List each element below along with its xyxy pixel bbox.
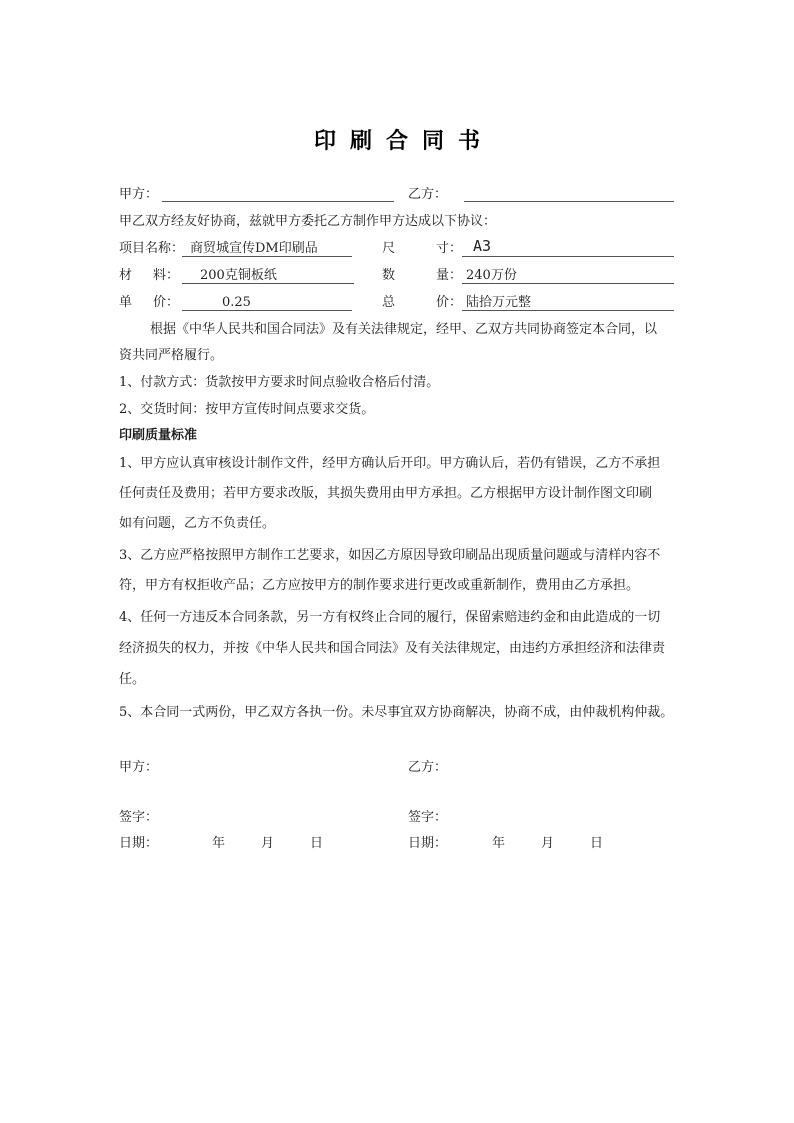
quality-clause-1-line-1: 1、甲方应认真审核设计制作文件，经甲方确认后开印。甲方确认后，若仍有错误，乙方不承担 bbox=[119, 456, 661, 471]
signature-b-day: 日 bbox=[590, 836, 604, 851]
signature-b-date-label: 日期： bbox=[408, 836, 448, 851]
unit-price-value: 0.25 bbox=[222, 295, 251, 310]
clause-delivery: 2、交货时间：按甲方宣传时间点要求交货。 bbox=[119, 402, 375, 417]
clause-payment: 1、付款方式：货款按甲方要求时间点验收合格后付清。 bbox=[119, 375, 440, 390]
party-a-label: 甲方： bbox=[119, 187, 159, 202]
preamble-line-1: 根据《中华人民共和国合同法》及有关法律规定，经甲、乙双方共同协商签定本合同，以 bbox=[150, 322, 658, 337]
project-name-underline bbox=[182, 256, 352, 257]
quality-heading: 印刷质量标准 bbox=[119, 428, 198, 443]
signature-a-day: 日 bbox=[310, 836, 324, 851]
size-value: A3 bbox=[473, 237, 492, 255]
intro-text: 甲乙双方经友好协商，兹就甲方委托乙方制作甲方达成以下协议： bbox=[119, 214, 497, 229]
project-name-label: 项目名称： bbox=[119, 241, 185, 256]
signature-a-year: 年 bbox=[212, 836, 226, 851]
quality-clause-5-line-1: 5、本合同一式两份，甲乙双方各执一份。未尽事宜双方协商解决，协商不成，由仲裁机构仲裁。 bbox=[119, 705, 674, 720]
unit-price-underline bbox=[182, 310, 352, 311]
quality-clause-3-line-2: 符，甲方有权拒收产品；乙方应按甲方的制作要求进行更改或重新制作，费用由乙方承担。 bbox=[119, 578, 640, 593]
quality-clause-4-line-3: 任。 bbox=[119, 672, 146, 687]
quality-clause-3-line-1: 3、乙方应严格按照甲方制作工艺要求，如因乙方原因导致印刷品出现质量问题或与清样内容不 bbox=[119, 548, 661, 563]
quantity-label-2: 量： bbox=[436, 268, 463, 283]
total-price-label-2: 价： bbox=[436, 295, 463, 310]
page-title: 印刷合同书 bbox=[313, 129, 494, 154]
material-value: 200克铜板纸 bbox=[200, 268, 277, 283]
quality-clause-4-line-1: 4、任何一方违反本合同条款，另一方有权终止合同的履行，保留索赔违约金和由此造成的一切 bbox=[119, 610, 661, 625]
total-price-value: 陆拾万元整 bbox=[466, 295, 532, 310]
signature-b-year: 年 bbox=[492, 836, 506, 851]
signature-b-month: 月 bbox=[541, 836, 555, 851]
size-label-1: 尺 bbox=[382, 241, 396, 256]
quantity-underline bbox=[462, 283, 674, 284]
quality-clause-1-line-3: 如有问题，乙方不负责任。 bbox=[119, 516, 276, 531]
preamble-line-2: 资共同严格履行。 bbox=[119, 348, 224, 363]
signature-b-sign-label: 签字： bbox=[408, 810, 448, 825]
material-label-1: 材 bbox=[119, 268, 133, 283]
signature-a-date-label: 日期： bbox=[119, 836, 159, 851]
total-price-underline bbox=[462, 310, 674, 311]
size-underline bbox=[462, 256, 674, 257]
signature-a-month: 月 bbox=[261, 836, 275, 851]
total-price-label-1: 总 bbox=[382, 295, 396, 310]
party-b-label: 乙方： bbox=[408, 187, 448, 202]
signature-party-b-label: 乙方： bbox=[408, 760, 448, 775]
quantity-value: 240万份 bbox=[466, 268, 517, 283]
signature-a-sign-label: 签字： bbox=[119, 810, 159, 825]
size-label-2: 寸： bbox=[436, 241, 463, 256]
quantity-label-1: 数 bbox=[382, 268, 396, 283]
project-name-value: 商贸城宣传DM印刷品 bbox=[190, 241, 318, 256]
party-a-blank[interactable] bbox=[162, 201, 394, 202]
unit-price-label-2: 价： bbox=[153, 295, 180, 310]
party-b-blank[interactable] bbox=[464, 201, 674, 202]
quality-clause-1-line-2: 任何责任及费用；若甲方要求改版，其损失费用由甲方承担。乙方根据甲方设计制作图文印刷 bbox=[119, 486, 653, 501]
signature-party-a-label: 甲方： bbox=[119, 760, 159, 775]
unit-price-label-1: 单 bbox=[119, 295, 133, 310]
material-underline bbox=[182, 283, 354, 284]
quality-clause-4-line-2: 经济损失的权力，并按《中华人民共和国合同法》及有关法律规定，由违约方承担经济和法律责 bbox=[119, 641, 666, 656]
material-label-2: 料： bbox=[153, 268, 180, 283]
